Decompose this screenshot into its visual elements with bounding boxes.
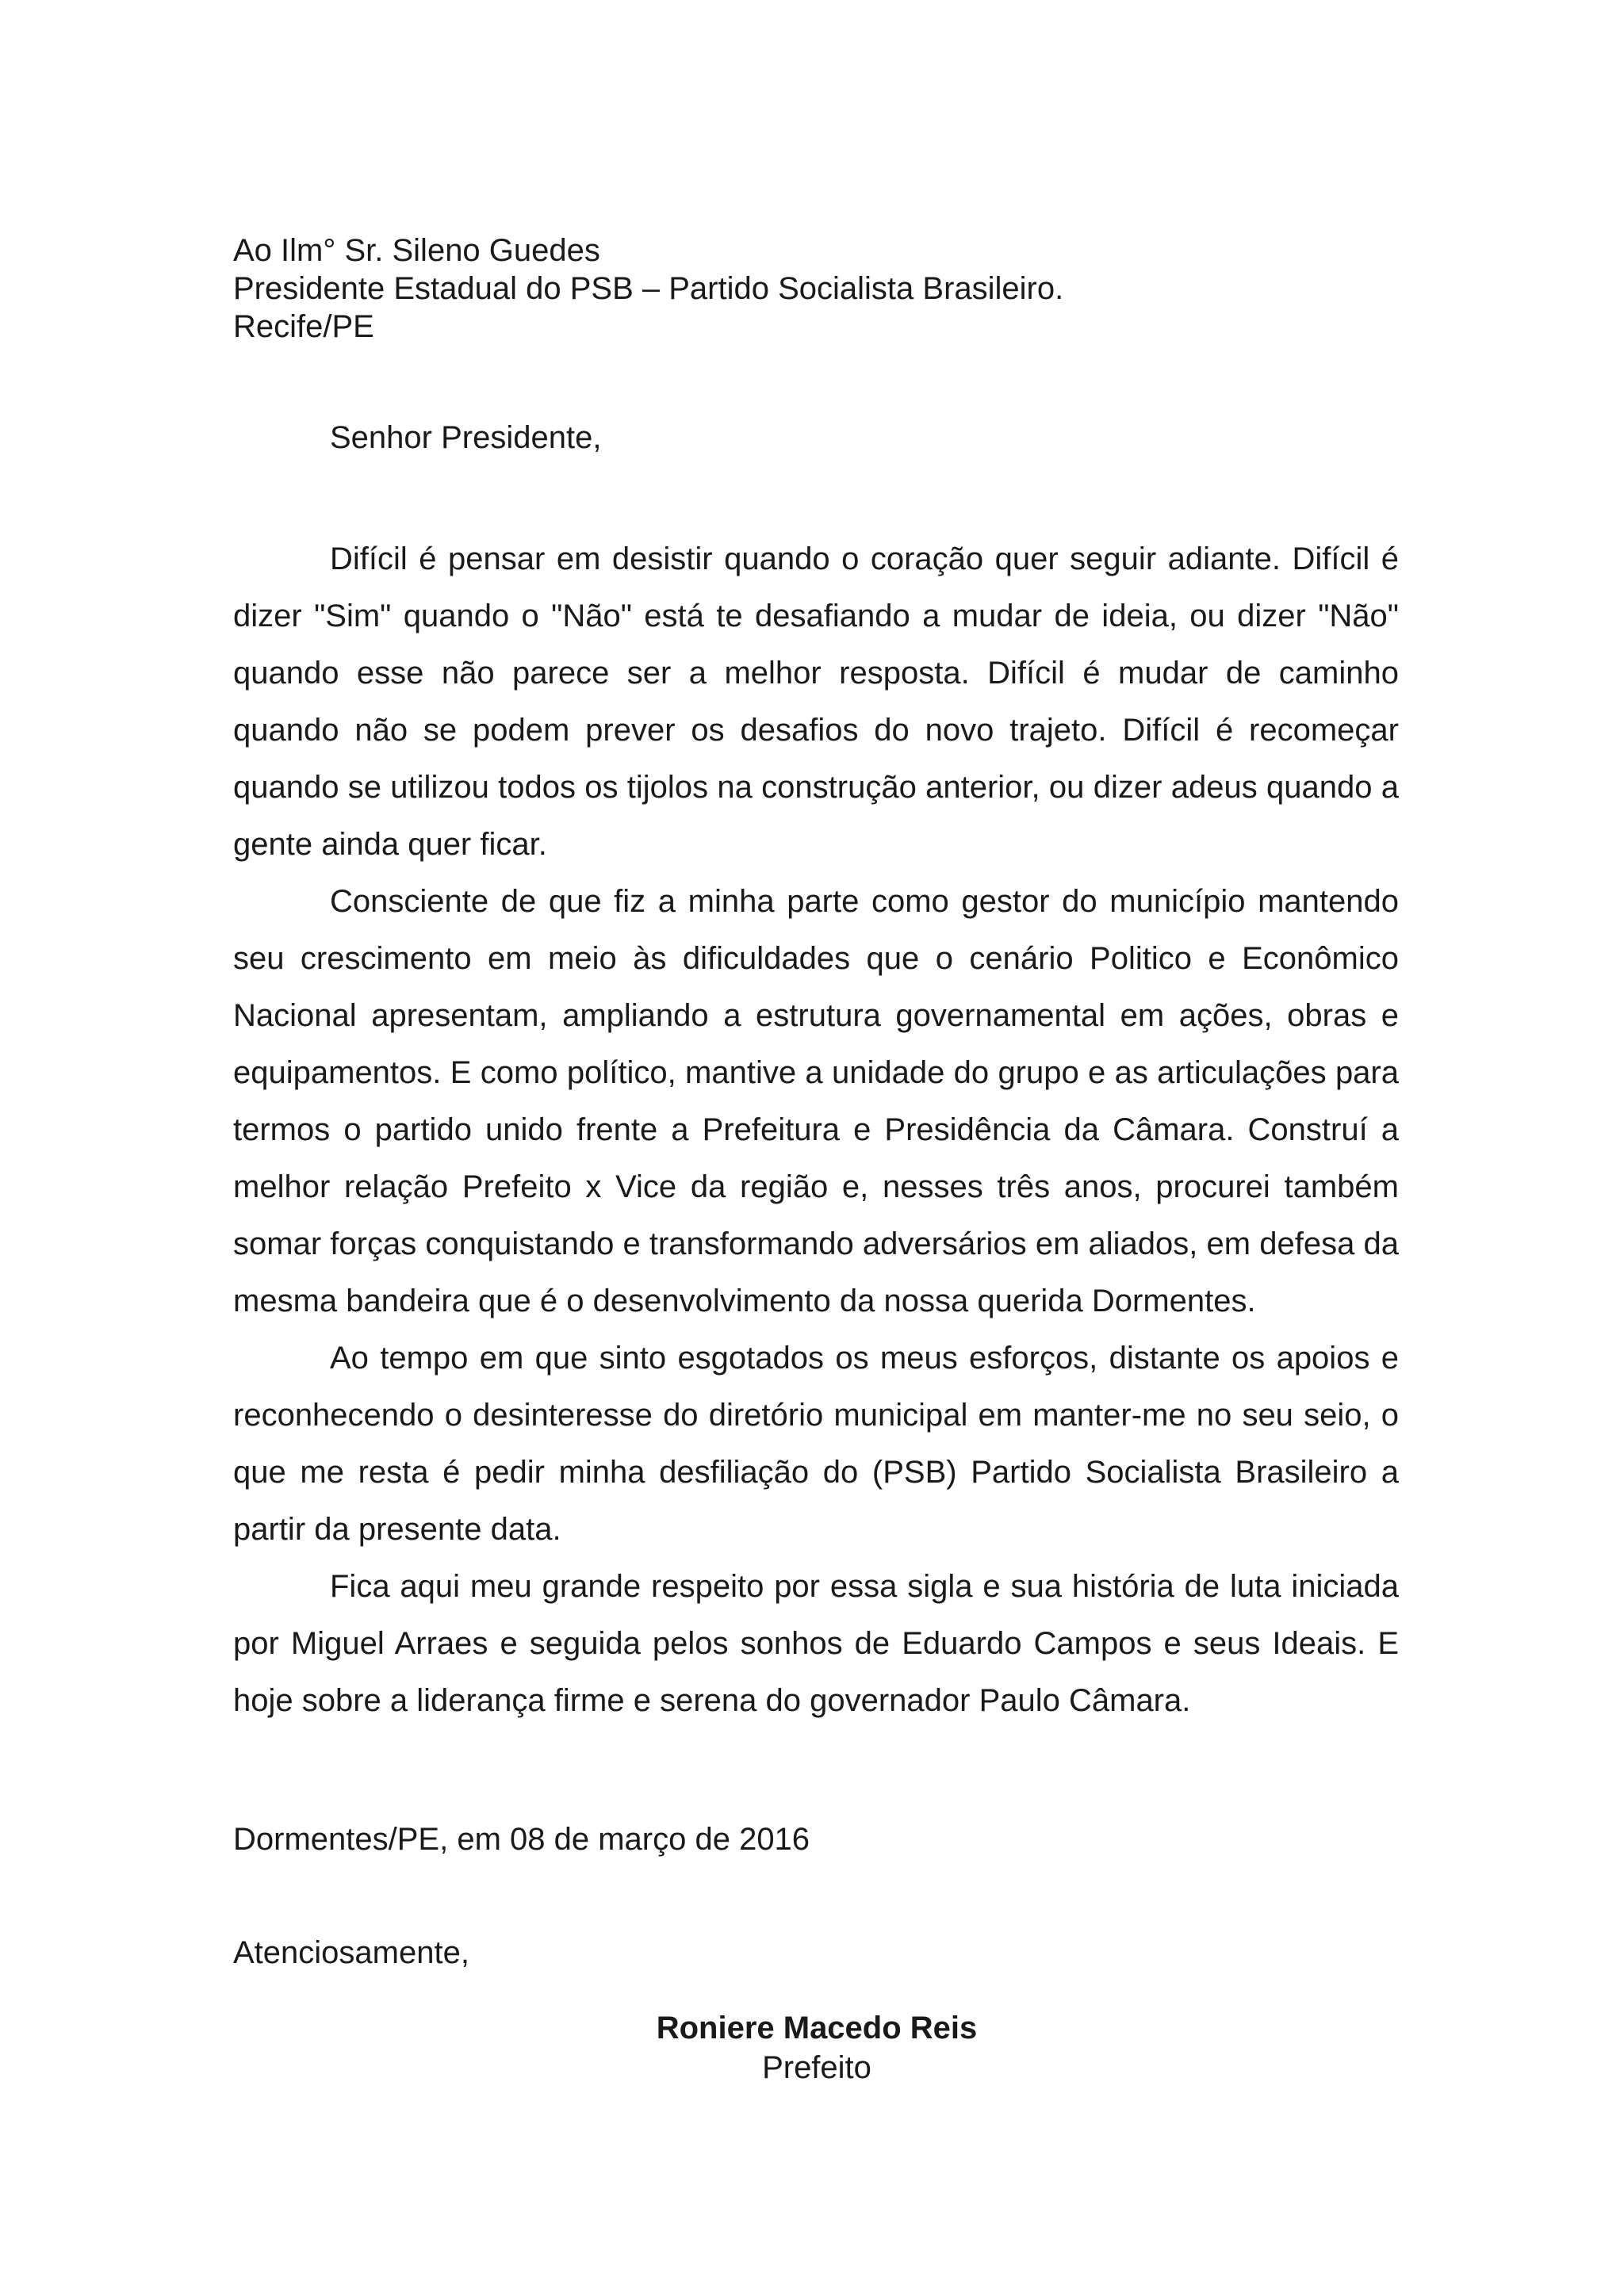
paragraph: Difícil é pensar em desistir quando o coração quer seguir adiante. Difícil é dizer "Sim" quando o "Não" está te desafiando a mudar de ideia, ou dizer "Não" quando esse não parece ser a melhor resposta. Difícil é mudar de caminho quando não se podem prever os desafios do novo trajeto. Difícil é recomeçar quando se utilizou todos os tijolos na construção anterior, ou dizer adeus quando a gente ainda quer ficar. — [233, 541, 1399, 862]
recipient-city: Recife/PE — [233, 309, 374, 344]
recipient-name: Ao Ilm° Sr. Sileno Guedes — [233, 233, 600, 268]
recipient-title: Presidente Estadual do PSB – Partido Socialista Brasileiro. — [233, 271, 1064, 306]
closing: Atenciosamente, — [233, 1935, 469, 1970]
signatory-title: Prefeito — [762, 2050, 871, 2085]
paragraph: Ao tempo em que sinto esgotados os meus esforços, distante os apoios e reconhecendo o desinteresse do diretório municipal em manter-me no seu seio, o que me resta é pedir minha desfiliação do (PSB) Partido Socialista Brasileiro a partir da presente data. — [233, 1341, 1399, 1547]
signatory-name: Roniere Macedo Reis — [656, 2011, 978, 2045]
date-line: Dormentes/PE, em 08 de março de 2016 — [233, 1822, 810, 1857]
paragraph: Consciente de que fiz a minha parte como gestor do município mantendo seu crescimento em meio às dificuldades que o cenário Politico e Econômico Nacional apresentam, ampliando a estrutura governamental em ações, obras e equipamentos. E como político, mantive a unidade do grupo e as articulações para termos o partido unido frente a Prefeitura e Presidência da Câmara. Construí a melhor relação Prefeito x Vice da região e, nesses três anos, procurei também somar forças conquistando e transformando adversários em aliados, em defesa da mesma bandeira que é o desenvolvimento da nossa querida Dormentes. — [233, 884, 1399, 1318]
signature-block — [579, 2008, 1055, 2087]
paragraph: Fica aqui meu grande respeito por essa sigla e sua história de luta iniciada por Miguel Arraes e seguida pelos sonhos de Eduardo Campos e seus Ideais. E hoje sobre a liderança firme e serena do governador Paulo Câmara. — [233, 1569, 1399, 1718]
salutation: Senhor Presidente, — [330, 420, 602, 455]
recipient-address — [233, 232, 1423, 346]
letter-body — [233, 530, 1399, 1729]
